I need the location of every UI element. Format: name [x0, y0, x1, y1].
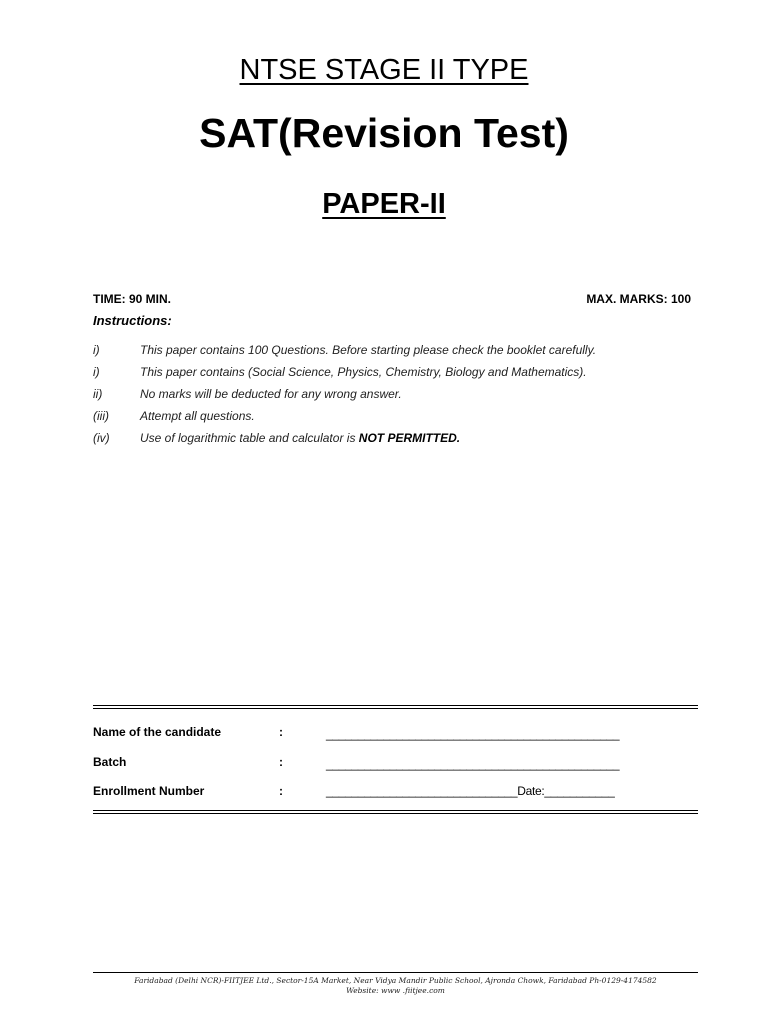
footer-address: Faridabad (Delhi NCR)-FIITJEE Ltd., Sector-15A Market, Near Vidya Mandir Public School, Ajronda Chowk, Faridabad Ph-0129-4174582 [134, 976, 657, 985]
form-colon: : [279, 755, 283, 769]
batch-label: Batch [93, 755, 127, 769]
form-bottom-divider-2 [93, 813, 698, 814]
footer-website: Website: www .fiitjee.com [346, 986, 445, 995]
exam-type-heading: NTSE STAGE II TYPE [239, 54, 529, 86]
form-colon: : [279, 725, 283, 739]
not-permitted-emphasis: NOT PERMITTED. [358, 431, 461, 445]
instruction-number: i) [93, 343, 100, 357]
instruction-number: (iv) [93, 431, 110, 445]
instruction-text: No marks will be deducted for any wrong answer. [140, 387, 402, 401]
paper-heading: PAPER-II [322, 188, 446, 220]
instruction-text-plain: Use of logarithmic table and calculator is [140, 431, 359, 445]
instruction-text [140, 431, 460, 445]
instruction-number: i) [93, 365, 100, 379]
form-bottom-divider [93, 810, 698, 811]
candidate-name-field[interactable]: ______________________________________________ [326, 727, 620, 741]
form-top-divider-2 [93, 708, 698, 709]
instruction-number: ii) [93, 387, 103, 401]
footer-divider [93, 972, 698, 973]
instruction-text: This paper contains 100 Questions. Before starting please check the booklet carefully. [140, 343, 597, 357]
max-marks-label: MAX. MARKS: 100 [586, 292, 691, 306]
instruction-text: Attempt all questions. [140, 409, 255, 423]
form-top-divider [93, 705, 698, 706]
form-colon: : [279, 784, 283, 798]
test-title: SAT(Revision Test) [199, 110, 569, 156]
instruction-number: (iii) [93, 409, 109, 423]
enrollment-date-field[interactable]: ______________________________Date:___________ [326, 784, 615, 798]
time-label: TIME: 90 MIN. [93, 292, 172, 306]
enrollment-number-label: Enrollment Number [93, 784, 205, 798]
batch-field[interactable]: ______________________________________________ [326, 757, 620, 771]
candidate-name-label: Name of the candidate [93, 725, 222, 739]
instruction-text: This paper contains (Social Science, Physics, Chemistry, Biology and Mathematics). [140, 365, 587, 379]
instructions-title: Instructions: [93, 313, 172, 328]
